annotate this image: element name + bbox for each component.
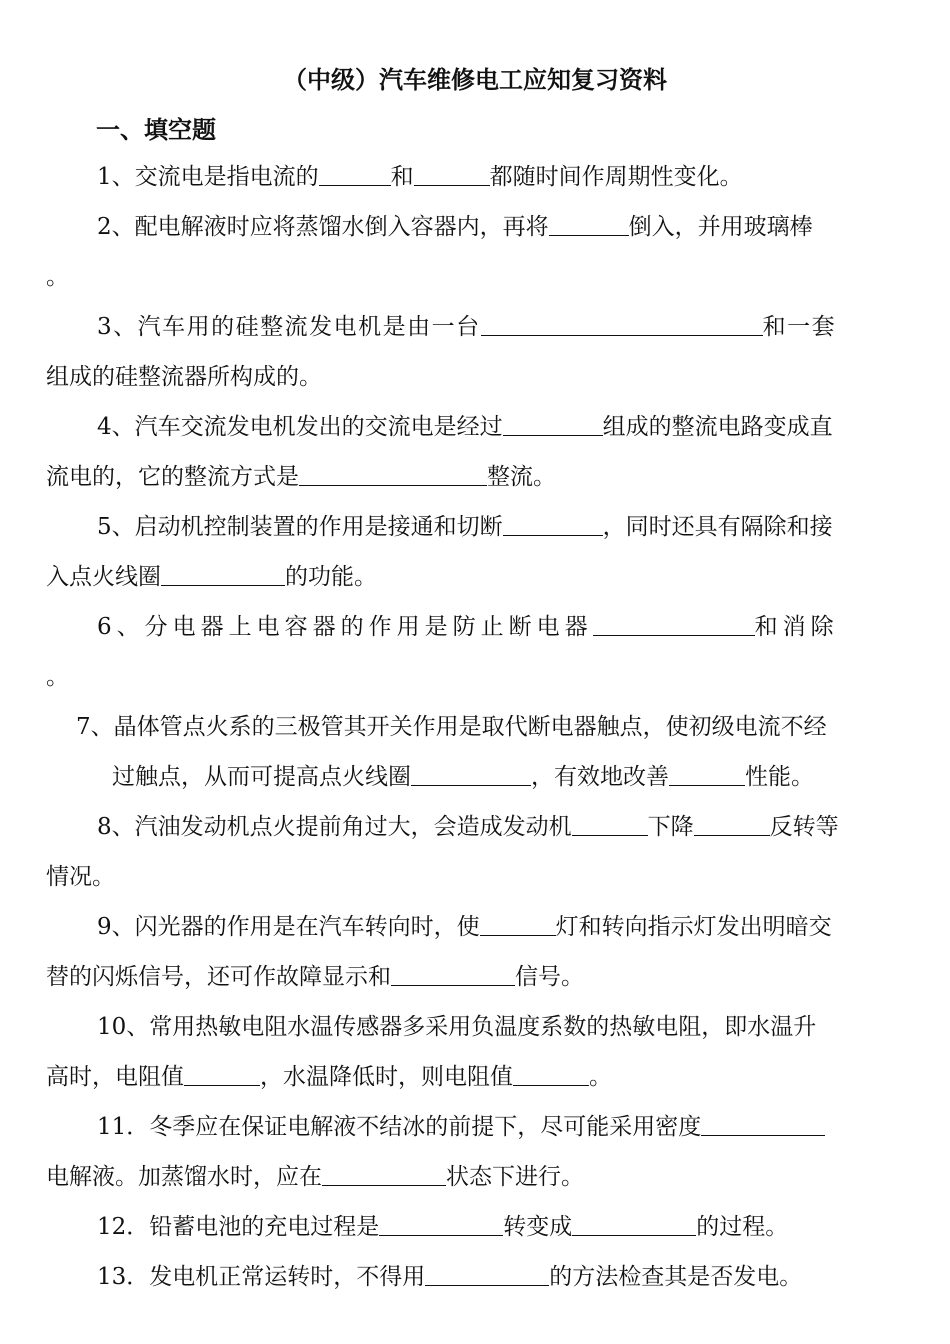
question-8-line-1: 8、汽油发动机点火提前角过大，会造成发动机 下降 反转等: [97, 814, 839, 840]
answer-blank[interactable]: [379, 1213, 503, 1236]
answer-blank[interactable]: [503, 513, 603, 536]
question-11-line-2: 电解液。加蒸馏水时，应在 状态下进行。: [46, 1164, 584, 1190]
question-3-line-2: 组成的硅整流器所构成的。: [46, 364, 322, 390]
question-9-line-1: 9、闪光器的作用是在汽车转向时，使 灯和转向指示灯发出明暗交: [97, 914, 832, 940]
answer-blank[interactable]: [414, 163, 490, 186]
answer-blank[interactable]: [549, 213, 629, 236]
answer-blank[interactable]: [425, 1263, 549, 1286]
answer-blank[interactable]: [593, 613, 755, 636]
question-13: 13．发电机正常运转时，不得用 的方法检查其是否发电。: [97, 1264, 803, 1290]
question-9-line-2: 替的闪烁信号，还可作故障显示和 信号。: [46, 964, 584, 990]
answer-blank[interactable]: [322, 1163, 446, 1186]
question-3-line-1: 3、汽车用的硅整流发电机是由一台 和一套: [97, 314, 837, 340]
question-4-line-2: 流电的，它的整流方式是 整流。: [46, 464, 556, 490]
question-6-line-2: 。: [46, 664, 69, 690]
answer-blank[interactable]: [481, 313, 763, 336]
answer-blank[interactable]: [319, 163, 391, 186]
question-11-line-1: 11．冬季应在保证电解液不结冰的前提下，尽可能采用密度: [97, 1102, 950, 1152]
question-4-line-1: 4、汽车交流发电机发出的交流电是经过 组成的整流电路变成直: [97, 414, 833, 440]
document-title: （中级）汽车维修电工应知复习资料: [283, 66, 667, 94]
question-10-line-2: 高时，电阻值 ，水温降低时，则电阻值 。: [46, 1064, 612, 1090]
question-7-line-1: 7、晶体管点火系的三极管其开关作用是取代断电器触点，使初级电流不经: [76, 714, 827, 740]
answer-blank[interactable]: [391, 963, 515, 986]
answer-blank[interactable]: [572, 813, 648, 836]
answer-blank[interactable]: [411, 763, 531, 786]
answer-blank[interactable]: [503, 413, 603, 436]
answer-blank[interactable]: [513, 1063, 589, 1086]
question-2-line-1: 2、配电解液时应将蒸馏水倒入容器内，再将 倒入，并用玻璃棒: [97, 214, 813, 240]
answer-blank[interactable]: [161, 563, 285, 586]
answer-blank[interactable]: [480, 913, 556, 936]
question-10-line-1: 10、常用热敏电阻水温传感器多采用负温度系数的热敏电阻，即水温升: [97, 1014, 817, 1040]
question-5-line-1: 5、启动机控制装置的作用是接通和切断 ，同时还具有隔除和接: [97, 514, 833, 540]
question-5-line-2: 入点火线圈 的功能。: [46, 564, 377, 590]
answer-blank[interactable]: [669, 763, 745, 786]
answer-blank[interactable]: [572, 1213, 696, 1236]
question-6-line-1: 6、分电器上电容器的作用是防止断电器 和消除: [97, 614, 839, 640]
answer-blank[interactable]: [701, 1113, 825, 1136]
question-12: 12．铅蓄电池的充电过程是 转变成 的过程。: [97, 1214, 789, 1240]
question-8-line-2: 情况。: [46, 864, 115, 890]
question-7-line-2: 过触点，从而可提高点火线圈 ，有效地改善 性能。: [112, 764, 814, 790]
question-1: 1、交流电是指电流的 和 都随时间作周期性变化。: [97, 164, 743, 190]
question-2-line-2: 。: [46, 264, 69, 290]
answer-blank[interactable]: [299, 463, 487, 486]
section-heading: 一、填空题: [96, 116, 216, 144]
answer-blank[interactable]: [694, 813, 770, 836]
answer-blank[interactable]: [184, 1063, 260, 1086]
